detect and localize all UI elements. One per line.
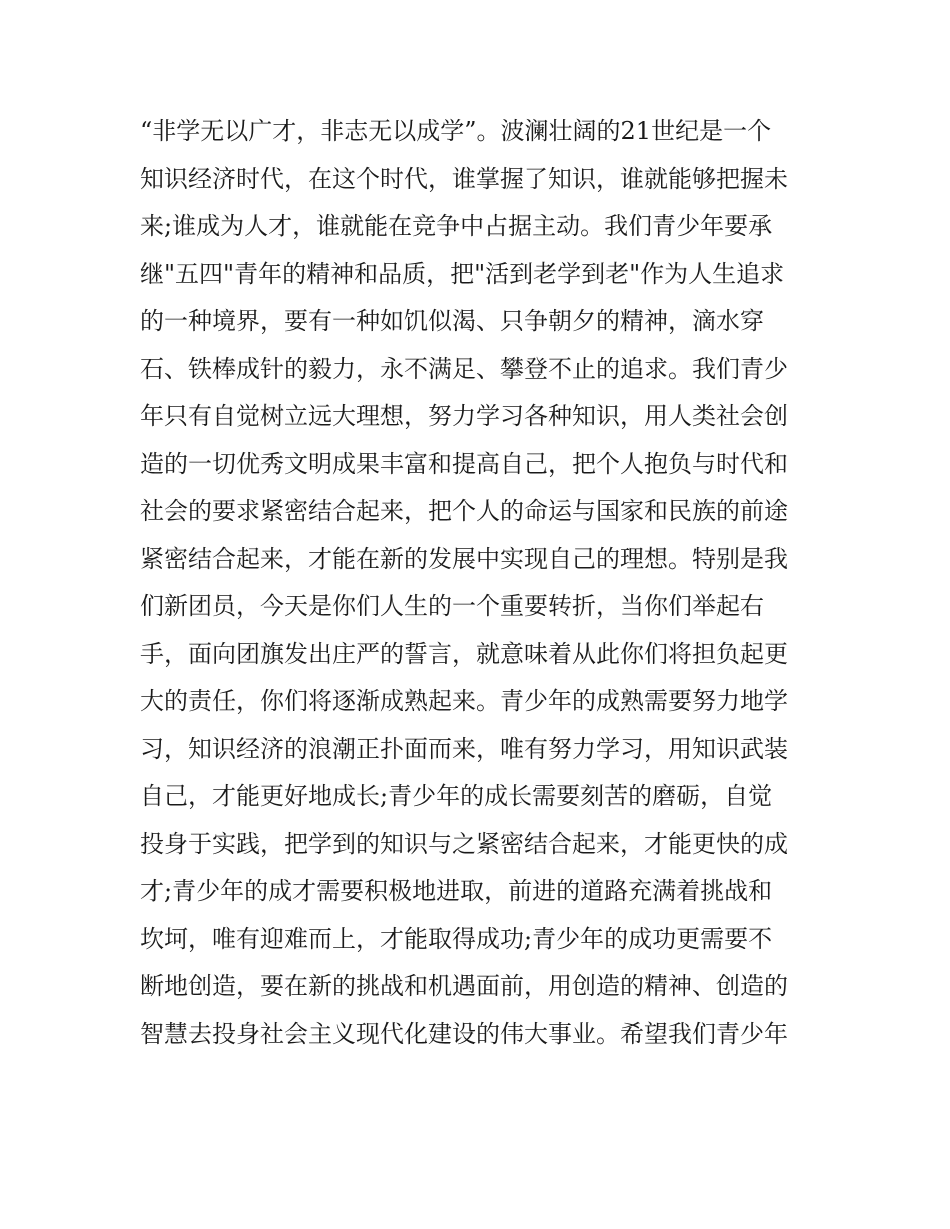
text-line: “非学无以广才，非志无以成学”。波澜壮阔的21世纪是一个: [140, 117, 772, 145]
text-line: 继"五四"青年的精神和品质，把"活到老学到老"作为人生追求: [140, 259, 785, 288]
text-line: 大的责任，你们将逐渐成熟起来。青少年的成熟需要努力地学: [140, 687, 788, 715]
text-line: 自己，才能更好地成长;青少年的成长需要刻苦的磨砺，自觉: [140, 782, 773, 810]
body-text: [140, 108, 820, 1058]
text-line: 投身于实践，把学到的知识与之紧密结合起来，才能更快的成: [140, 829, 788, 858]
text-line: 的一种境界，要有一种如饥似渴、只争朝夕的精神，滴水穿: [140, 307, 764, 335]
text-line: 断地创造，要在新的挑战和机遇面前，用创造的精神、创造的: [140, 972, 788, 1000]
text-line: 才;青少年的成才需要积极地进取，前进的道路充满着挑战和: [140, 877, 773, 905]
text-line: 年只有自觉树立远大理想，努力学习各种知识，用人类社会创: [140, 402, 788, 430]
text-line: 石、铁棒成针的毅力，永不满足、攀登不止的追求。我们青少: [140, 354, 788, 383]
text-line: 手，面向团旗发出庄严的誓言，就意味着从此你们将担负起更: [140, 639, 788, 668]
text-line: 知识经济时代，在这个时代，谁掌握了知识，谁就能够把握未: [140, 164, 788, 193]
text-line: 社会的要求紧密结合起来，把个人的命运与国家和民族的前途: [140, 497, 788, 525]
text-line: 们新团员，今天是你们人生的一个重要转折，当你们举起右: [140, 592, 764, 620]
text-line: 智慧去投身社会主义现代化建设的伟大事业。希望我们青少年: [140, 1019, 788, 1048]
text-line: 习，知识经济的浪潮正扑面而来，唯有努力学习，用知识武装: [140, 734, 788, 763]
text-line: 造的一切优秀文明成果丰富和提高自己，把个人抱负与时代和: [140, 449, 788, 478]
text-line: 紧密结合起来，才能在新的发展中实现自己的理想。特别是我: [140, 544, 788, 573]
text-line: 坎坷，唯有迎难而上，才能取得成功;青少年的成功更需要不: [140, 924, 773, 953]
text-line: 来;谁成为人才，谁就能在竞争中占据主动。我们青少年要承: [140, 212, 773, 240]
